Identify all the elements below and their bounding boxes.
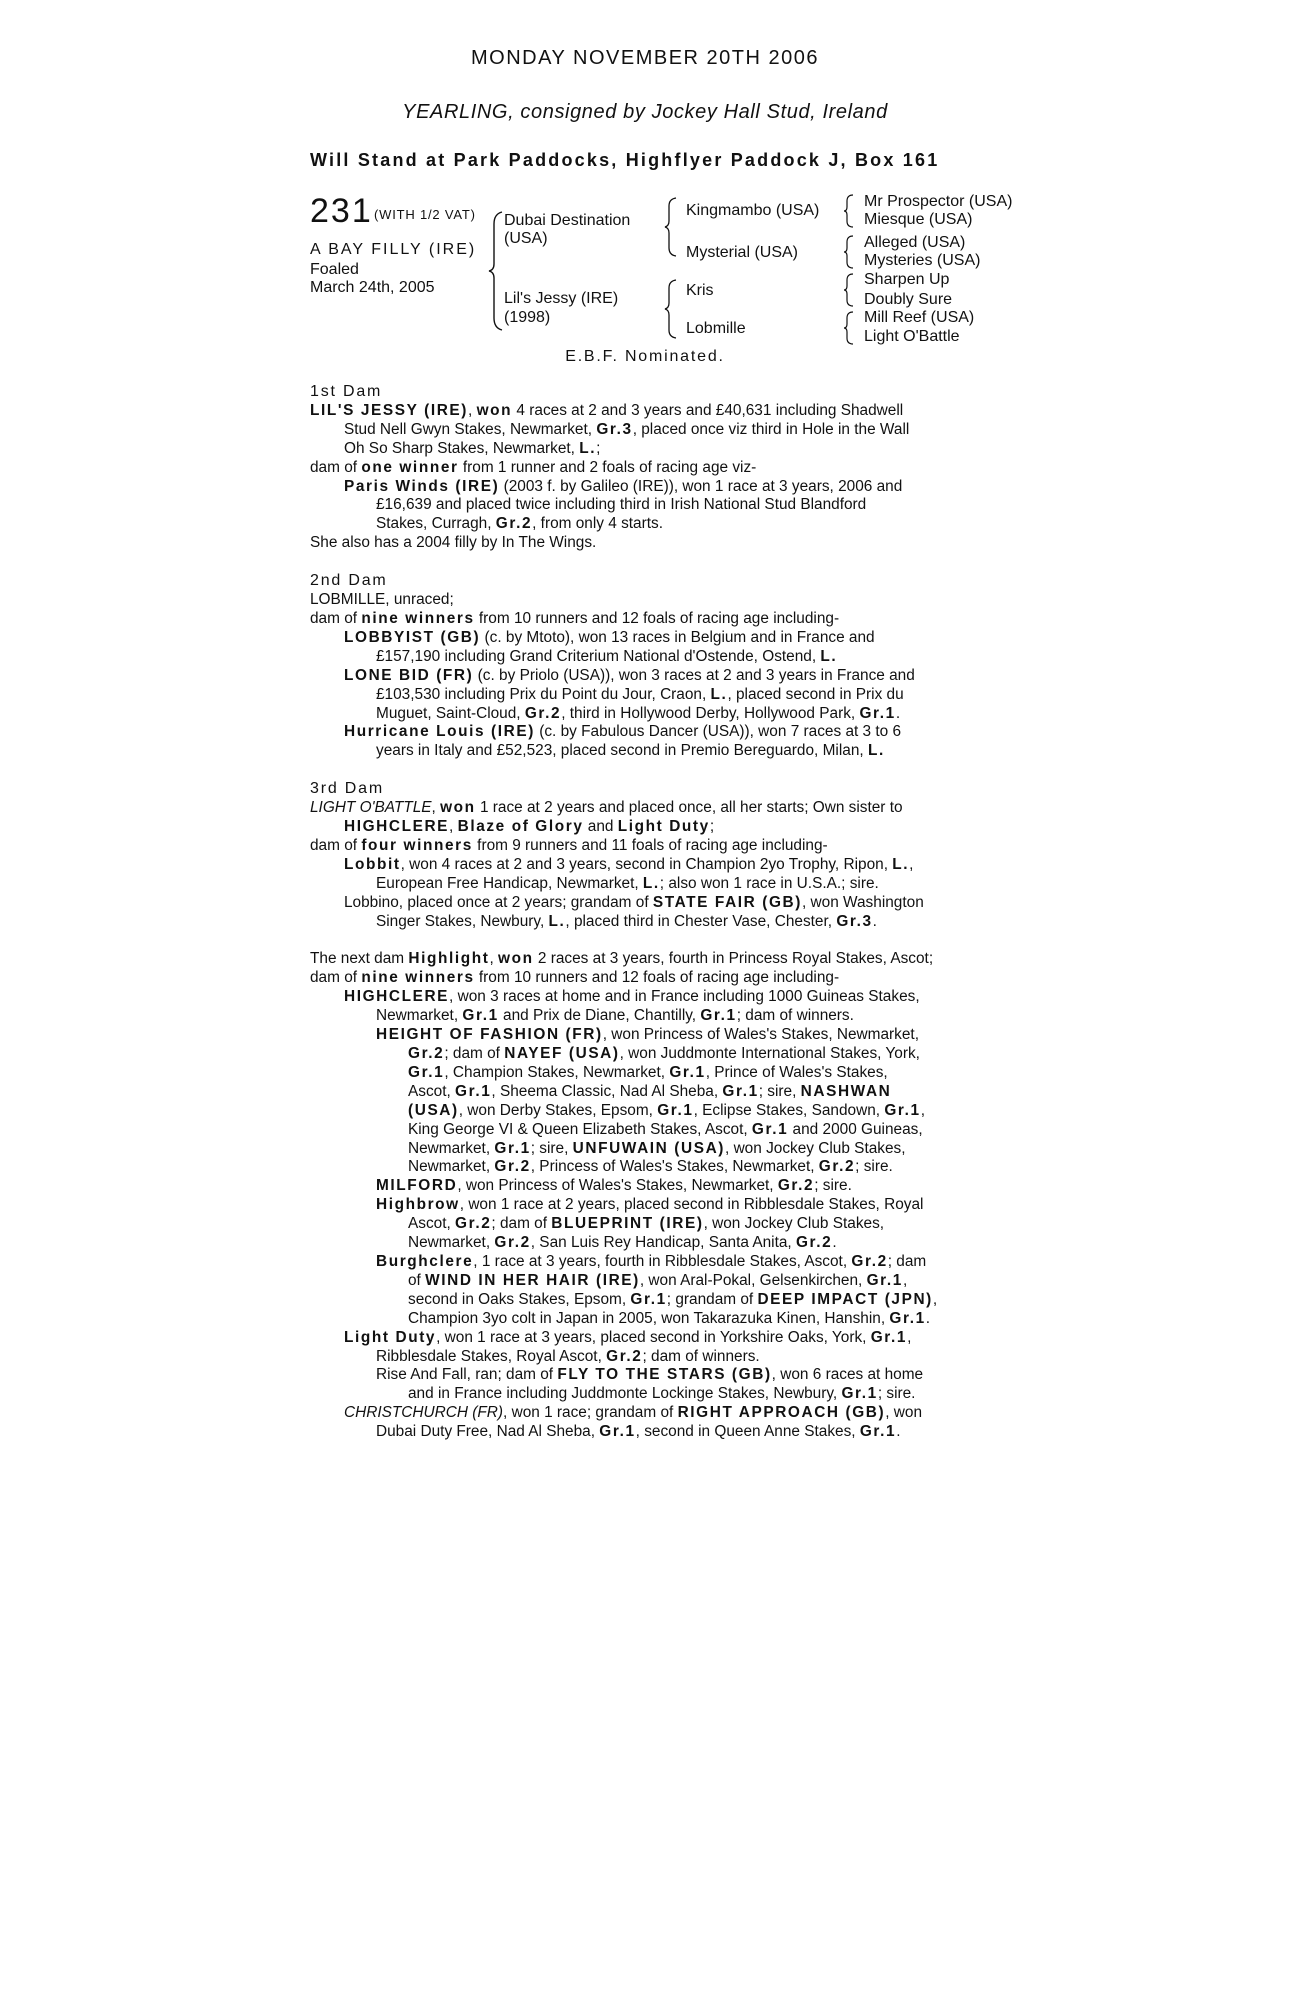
pedigree-sire-country: (USA) — [504, 230, 548, 247]
second-dam-line: Hurricane Louis (IRE) (c. by Fabulous Dancer (USA)), won 7 races at 3 to 6 — [344, 723, 902, 741]
first-dam-line: Stud Nell Gwyn Stakes, Newmarket, Gr.3, placed once viz third in Hole in the Wall — [344, 420, 910, 438]
pedigree-brace-dam — [664, 278, 678, 340]
third-dam-line: LIGHT O'BATTLE, won 1 race at 2 years and placed once, all her starts; Own sister to — [310, 799, 903, 817]
third-dam-line: Singer Stakes, Newbury, L., placed third in Chester Vase, Chester, Gr.3. — [376, 912, 877, 930]
next-dam-line: HIGHCLERE, won 3 races at home and in France including 1000 Guineas Stakes, — [344, 988, 920, 1006]
second-dam-line: LOBBYIST (GB) (c. by Mtoto), won 13 races in Belgium and in France and — [344, 628, 875, 646]
second-dam-line: LONE BID (FR) (c. by Priolo (USA)), won 3 races at 2 and 3 years in France and — [344, 666, 915, 684]
next-dam-line: Newmarket, Gr.1; sire, UNFUWAIN (USA), won Jockey Club Stakes, — [408, 1139, 906, 1157]
pedigree-ggp-8: Light O'Battle — [864, 328, 960, 345]
stand-location: Will Stand at Park Paddocks, Highflyer Paddock J, Box 161 — [310, 150, 940, 170]
pedigree-ggp-4: Mysteries (USA) — [864, 252, 981, 269]
pedigree-brace-main — [488, 210, 504, 332]
third-dam-line: dam of four winners from 9 runners and 11 foals of racing age including- — [310, 836, 828, 854]
second-dam-line: £157,190 including Grand Criterium National d'Ostende, Ostend, L. — [376, 647, 838, 665]
pedigree-dam-dam: Lobmille — [686, 320, 746, 337]
third-dam-line: European Free Handicap, Newmarket, L.; also won 1 race in U.S.A.; sire. — [376, 874, 879, 892]
first-dam-line: LIL'S JESSY (IRE), won 4 races at 2 and 3 years and £40,631 including Shadwell — [310, 401, 904, 419]
pedigree-ggp-2: Miesque (USA) — [864, 211, 973, 228]
ebf-nomination: E.B.F. Nominated. — [565, 348, 725, 365]
next-dam-line: The next dam Highlight, won 2 races at 3 years, fourth in Princess Royal Stakes, Ascot; — [310, 950, 934, 968]
third-dam-line: HIGHCLERE, Blaze of Glory and Light Duty; — [344, 818, 715, 836]
pedigree-dam: Lil's Jessy (IRE) — [504, 290, 619, 307]
next-dam-line: MILFORD, won Princess of Wales's Stakes, Newmarket, Gr.2; sire. — [376, 1177, 852, 1195]
next-dam-line: Dubai Duty Free, Nad Al Sheba, Gr.1, second in Queen Anne Stakes, Gr.1. — [376, 1423, 901, 1441]
next-dam-line: Newmarket, Gr.2, San Luis Rey Handicap, Santa Anita, Gr.2. — [408, 1234, 837, 1252]
next-dam-line: Ascot, Gr.2; dam of BLUEPRINT (IRE), won Jockey Club Stakes, — [408, 1215, 885, 1233]
pedigree-sire-sire: Kingmambo (USA) — [686, 202, 820, 219]
next-dam-line: Newmarket, Gr.2, Princess of Wales's Stakes, Newmarket, Gr.2; sire. — [408, 1158, 893, 1176]
pedigree-brace-ggp-3 — [843, 272, 855, 308]
next-dam-line: Ascot, Gr.1, Sheema Classic, Nad Al Sheba, Gr.1; sire, NASHWAN — [408, 1082, 892, 1100]
next-dam-line: CHRISTCHURCH (FR), won 1 race; grandam of RIGHT APPROACH (GB), won — [344, 1404, 923, 1422]
pedigree-brace-ggp-2 — [843, 234, 855, 270]
pedigree-brace-ggp-1 — [843, 193, 855, 229]
sale-date: MONDAY NOVEMBER 20TH 2006 — [471, 47, 819, 69]
next-dam-line: Rise And Fall, ran; dam of FLY TO THE STARS (GB), won 6 races at home — [376, 1366, 924, 1384]
pedigree-ggp-7: Mill Reef (USA) — [864, 309, 975, 326]
next-dam-line: Highbrow, won 1 race at 2 years, placed second in Ribblesdale Stakes, Royal — [376, 1196, 924, 1214]
pedigree-dam-year: (1998) — [504, 309, 551, 326]
second-dam-line: Muguet, Saint-Cloud, Gr.2, third in Hollywood Derby, Hollywood Park, Gr.1. — [376, 704, 901, 722]
next-dam-line: and in France including Juddmonte Lockinge Stakes, Newbury, Gr.1; sire. — [408, 1385, 916, 1403]
pedigree-sire: Dubai Destination — [504, 212, 631, 229]
first-dam-line: Oh So Sharp Stakes, Newmarket, L.; — [344, 439, 601, 457]
foaled-label: Foaled — [310, 261, 359, 278]
third-dam-line: Lobbit, won 4 races at 2 and 3 years, second in Champion 2yo Trophy, Ripon, L., — [344, 855, 914, 873]
next-dam-line: Gr.1, Champion Stakes, Newmarket, Gr.1, Prince of Wales's Stakes, — [408, 1063, 888, 1081]
pedigree-brace-sire — [664, 196, 678, 258]
pedigree-dam-sire: Kris — [686, 282, 714, 299]
consignment-line: YEARLING, consigned by Jockey Hall Stud, Ireland — [402, 101, 888, 123]
pedigree-sire-dam: Mysterial (USA) — [686, 244, 799, 261]
first-dam-line: She also has a 2004 filly by In The Wings. — [310, 534, 597, 552]
next-dam-line: HEIGHT OF FASHION (FR), won Princess of Wales's Stakes, Newmarket, — [376, 1026, 919, 1044]
first-dam-heading: 1st Dam — [310, 383, 383, 400]
next-dam-line: Ribblesdale Stakes, Royal Ascot, Gr.2; dam of winners. — [376, 1347, 760, 1365]
first-dam-line: dam of one winner from 1 runner and 2 foals of racing age viz- — [310, 458, 757, 476]
third-dam-heading: 3rd Dam — [310, 780, 384, 798]
pedigree-ggp-3: Alleged (USA) — [864, 234, 966, 251]
next-dam-line: dam of nine winners from 10 runners and 12 foals of racing age including- — [310, 969, 840, 987]
next-dam-line: Burghclere, 1 race at 3 years, fourth in Ribblesdale Stakes, Ascot, Gr.2; dam — [376, 1252, 927, 1270]
next-dam-line: King George VI & Queen Elizabeth Stakes, Ascot, Gr.1 and 2000 Guineas, — [408, 1120, 923, 1138]
pedigree-ggp-1: Mr Prospector (USA) — [864, 193, 1013, 210]
second-dam-line: dam of nine winners from 10 runners and 12 foals of racing age including- — [310, 609, 840, 627]
pedigree-brace-ggp-4 — [843, 310, 855, 346]
second-dam-line: years in Italy and £52,523, placed second in Premio Bereguardo, Milan, L. — [376, 742, 885, 760]
next-dam-line: Newmarket, Gr.1 and Prix de Diane, Chantilly, Gr.1; dam of winners. — [376, 1007, 854, 1025]
next-dam-line: (USA), won Derby Stakes, Epsom, Gr.1, Eclipse Stakes, Sandown, Gr.1, — [408, 1101, 925, 1119]
second-dam-line: LOBMILLE, unraced; — [310, 591, 454, 609]
second-dam-line: £103,530 including Prix du Point du Jour, Craon, L., placed second in Prix du — [376, 685, 904, 703]
lot-number: 231 — [310, 192, 373, 230]
next-dam-line: Champion 3yo colt in Japan in 2005, won Takarazuka Kinen, Hanshin, Gr.1. — [408, 1309, 931, 1327]
vat-note: (WITH 1/2 VAT) — [374, 207, 476, 222]
second-dam-heading: 2nd Dam — [310, 572, 388, 590]
next-dam-line: Gr.2; dam of NAYEF (USA), won Juddmonte International Stakes, York, — [408, 1045, 920, 1062]
first-dam-line: Stakes, Curragh, Gr.2, from only 4 starts. — [376, 515, 663, 533]
pedigree-ggp-5: Sharpen Up — [864, 271, 950, 288]
next-dam-line: second in Oaks Stakes, Epsom, Gr.1; grandam of DEEP IMPACT (JPN), — [408, 1290, 938, 1308]
foaled-date: March 24th, 2005 — [310, 279, 435, 296]
next-dam-line: Light Duty, won 1 race at 3 years, placed second in Yorkshire Oaks, York, Gr.1, — [344, 1328, 912, 1346]
next-dam-line: of WIND IN HER HAIR (IRE), won Aral-Pokal, Gelsenkirchen, Gr.1, — [408, 1271, 908, 1289]
pedigree-ggp-6: Doubly Sure — [864, 291, 953, 308]
first-dam-line: Paris Winds (IRE) (2003 f. by Galileo (IRE)), won 1 race at 3 years, 2006 and — [344, 477, 903, 495]
first-dam-line: £16,639 and placed twice including third in Irish National Stud Blandford — [376, 496, 867, 514]
third-dam-line: Lobbino, placed once at 2 years; grandam of STATE FAIR (GB), won Washington — [344, 893, 924, 911]
catalogue-body — [310, 383, 985, 1442]
horse-name: A BAY FILLY (IRE) — [310, 241, 477, 258]
